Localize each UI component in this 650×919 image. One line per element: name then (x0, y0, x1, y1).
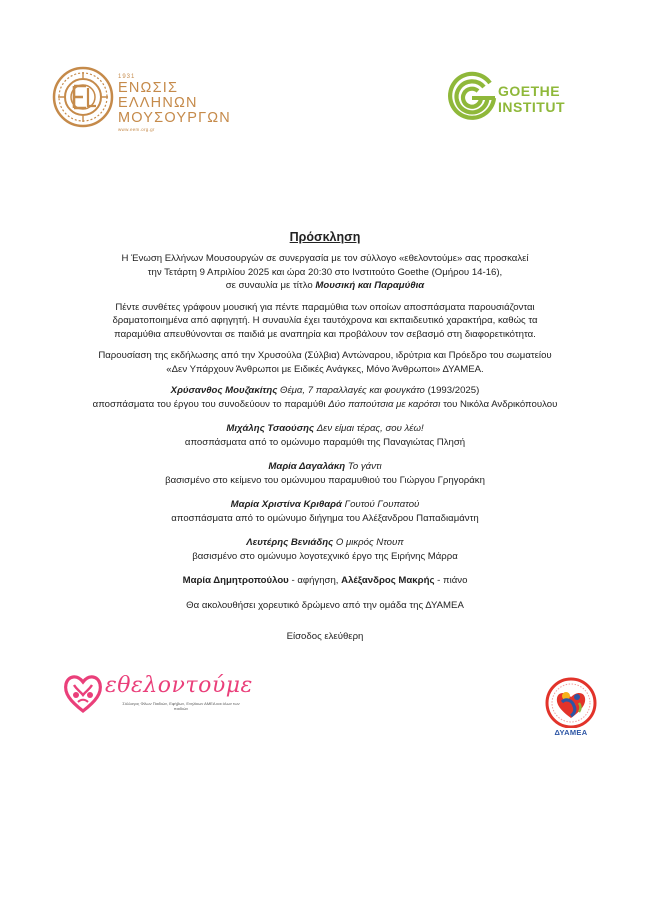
pianist-role: - πιάνο (437, 575, 468, 586)
program-item-detail: αποσπάσματα από το ομώνυμο διήγημα του Αλέξανδρου Παπαδιαμάντη (171, 512, 479, 524)
invitation-body (40, 230, 610, 644)
eem-line-1: ΕΝΩΣΙΣ (118, 80, 179, 96)
work-title: Το γάντι (347, 461, 382, 472)
presentation-line-2: «Δεν Υπάρχουν Άνθρωποι με Ειδικές Ανάγκες, Μόνο Άνθρωποι» ΔΥΑΜΕΑ. (166, 363, 484, 375)
composer-name: Μαρία Χριστίνα Κριθαρά (230, 499, 342, 510)
admission-note: Είσοδος ελεύθερη (286, 631, 364, 642)
work-title: Ο μικρός Ντουπ (335, 537, 404, 548)
detail-text: αποσπάσματα του έργου του συνοδεύουν το παραμύθι (92, 398, 326, 410)
pianist-name: Αλέξανδρος Μακρής (341, 575, 435, 586)
composer-name: Λευτέρης Βενιάδης (246, 537, 334, 548)
program-item-detail: βασισμένο στο κείμενο του ομώνυμου παραμυθιού του Γιώργου Γρηγοράκη (165, 474, 485, 486)
program-item-heading (40, 422, 610, 436)
program-item-detail: αποσπάσματα από το ομώνυμο παραμύθι της Παναγιώτας Πλησή (184, 436, 466, 448)
eem-line-3: ΜΟΥΣΟΥΡΓΩΝ (118, 110, 231, 126)
eem-line-2: ΕΛΛΗΝΩΝ (118, 95, 198, 111)
program-item-detail (40, 398, 610, 412)
composer-name: Μαρία Δαγαλάκη (268, 461, 346, 472)
program-item-detail: βασισμένο στο ομώνυμο λογοτεχνικό έργο της Ειρήνης Μάρρα (192, 550, 458, 562)
invitation-title: Πρόσκληση (289, 230, 361, 244)
narrator-name: Μαρία Δημητροπούλου (182, 575, 289, 586)
goethe-line-1: GOETHE (498, 83, 561, 99)
intro-line-1: Η Ένωση Ελλήνων Μουσουργών σε συνεργασία με τον σύλλογο «εθελοντούμε» σας προσκαλεί (121, 253, 529, 264)
dance-note: Θα ακολουθήσει χορευτικό δρώμενο από την ομάδα της ΔΥΑΜΕΑ (186, 599, 464, 611)
detail-suffix: του Νικόλα Ανδρικόπουλου (443, 398, 558, 410)
work-years: (1993/2025) (427, 385, 480, 396)
eem-emblem-icon (52, 66, 114, 128)
program-item-heading (40, 498, 610, 512)
narrator-role: - αφήγηση, (291, 575, 339, 586)
intro-line-2: την Τετάρτη 9 Απριλίου 2025 και ώρα 20:30 στο Ινστιτούτο Goethe (Ομήρου 14-16), (147, 266, 503, 278)
detail-italic: Δύο παπούτσια με καρότσι (328, 398, 441, 410)
performers-line (40, 574, 610, 588)
description-line-2: δραματοποιημένα από αφηγητή. Η συναυλία έχει ταυτόχρονα και εκπαιδευτικό χαρακτήρα, καθώς τα (112, 315, 538, 326)
composer-name: Χρύσανθος Μουζακίτης (170, 385, 278, 396)
work-title: Δεν είμαι τέρας, σου λέω! (316, 423, 424, 434)
concert-line (40, 279, 610, 293)
work-title: Θέμα, 7 παραλλαγές και φουγκάτο (280, 385, 425, 396)
dyamea-logo (536, 676, 606, 746)
concert-title: Μουσική και Παραμύθια (315, 280, 425, 291)
heart-hands-icon (62, 671, 104, 715)
program-item-heading (40, 384, 610, 398)
composer-name: Μιχάλης Τσαούσης (226, 423, 315, 434)
eem-year: 1931 (118, 74, 136, 80)
goethe-mark-icon (446, 71, 498, 123)
goethe-line-2: INSTITUT (498, 99, 565, 115)
ethelontoume-wordmark: εθελοντούμε (105, 673, 253, 698)
description-line-1: Πέντε συνθέτες γράφουν μουσική για πέντε παραμύθια των οποίων αποσπάσματα παρουσιάζονται (115, 301, 535, 313)
eem-url: www.eem.org.gr (118, 127, 155, 132)
program-item-heading (40, 536, 610, 550)
goethe-logo (446, 71, 576, 125)
ethelontoume-logo (62, 671, 253, 723)
description-line-3: παραμύθια απευθύνονται σε παιδιά με αναπηρία και προβάλουν τον σεβασμό στη διαφορετικότητα. (114, 328, 536, 340)
ethelontoume-tagline: Σύλλογος Φίλων Παιδιών, Εφήβων, Ενηλίκων ΑΜΕΑ και όλων των παιδιών (122, 701, 240, 711)
concert-line-prefix: σε συναυλία με τίτλο (225, 280, 313, 291)
eem-logo (52, 66, 231, 132)
program-item-heading (40, 460, 610, 474)
dyamea-emblem-icon (536, 676, 606, 728)
dyamea-name: ΔΥΑΜΕΑ (554, 728, 588, 737)
work-title: Γουτού Γουπατού (344, 499, 420, 510)
presentation-line-1: Παρουσίαση της εκδήλωσης από την Χρυσούλα (Σύλβια) Αντώναρου, ιδρύτρια και Πρόεδρο του σωματείου (98, 350, 552, 361)
